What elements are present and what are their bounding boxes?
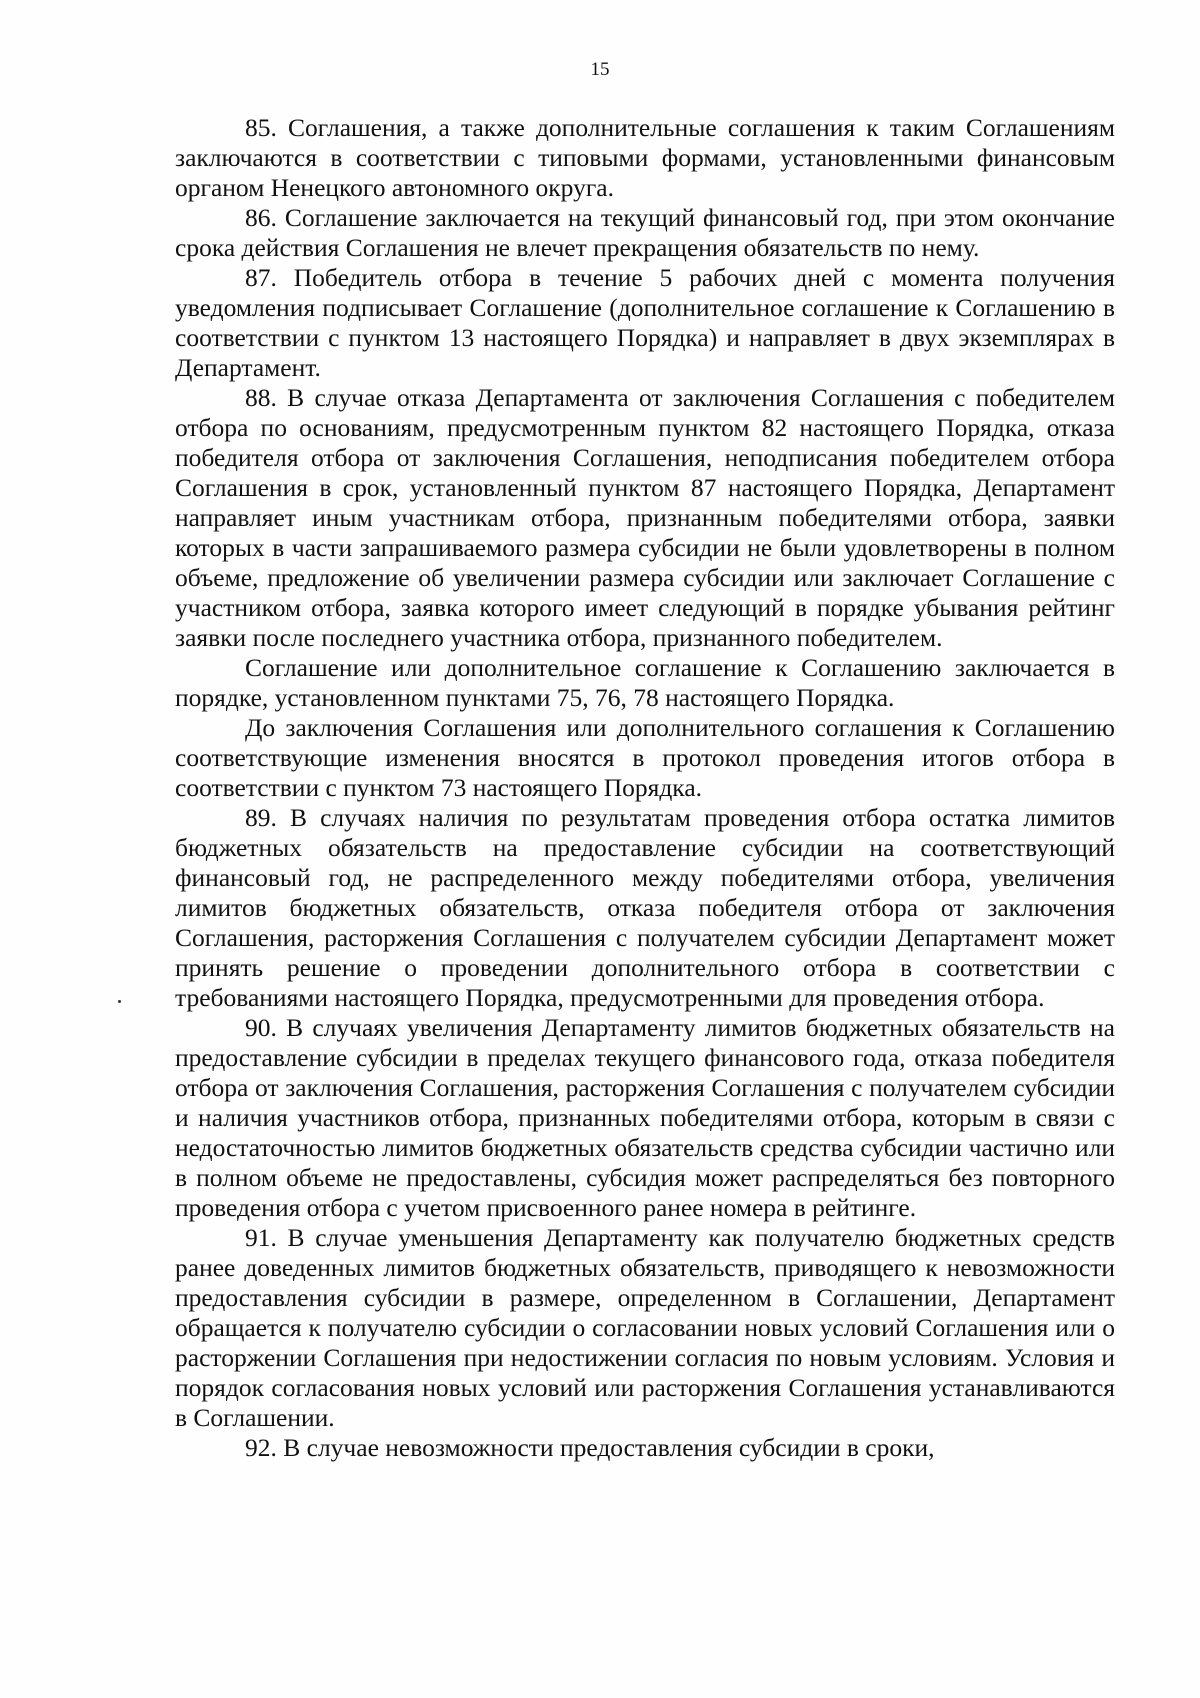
page-number: 15 bbox=[590, 59, 610, 80]
paragraph-88: 88. В случае отказа Департамента от заключения Соглашения с победителем отбора по основаниям, предусмотренным пунктом 82 настоящего Порядка, отказа победителя отбора от заключения Соглашения, неподписания победителем отбора Соглашения в срок, установленный пунктом 87 настоящего Порядка, Департамент направляет иным участникам отбора, признанным победителями отбора, заявки которых в части запрашиваемого размера субсидии не были удовлетворены в полном объеме, предложение об увеличении размера субсидии или заключает Соглашение с участником отбора, заявка которого имеет следующий в порядке убывания рейтинг заявки после последнего участника отбора, признанного победителем. bbox=[175, 383, 1115, 652]
paragraph-90: 90. В случаях увеличения Департаменту лимитов бюджетных обязательств на предоставление субсидии в пределах текущего финансового года, отказа победителя отбора от заключения Соглашения, расторжения Соглашения с получателем субсидии и наличия участников отбора, признанных победителями отбора, которым в связи с недостаточностью лимитов бюджетных обязательств средства субсидии частично или в полном объеме не предоставлены, субсидия может распределяться без повторного проведения отбора с учетом присвоенного ранее номера в рейтинге. bbox=[175, 1013, 1115, 1222]
document-body bbox=[175, 113, 1115, 1463]
paragraph-88-agreement: Соглашение или дополнительное соглашение к Соглашению заключается в порядке, установленном пунктами 75, 76, 78 настоящего Порядка. bbox=[175, 653, 1115, 712]
paragraph-85: 85. Соглашения, а также дополнительные соглашения к таким Соглашениям заключаются в соответствии с типовыми формами, установленными финансовым органом Ненецкого автономного округа. bbox=[175, 113, 1115, 202]
scan-speck bbox=[118, 1000, 121, 1003]
paragraph-86: 86. Соглашение заключается на текущий финансовый год, при этом окончание срока действия Соглашения не влечет прекращения обязательств по нему. bbox=[175, 203, 1115, 262]
paragraph-89: 89. В случаях наличия по результатам проведения отбора остатка лимитов бюджетных обязательств на предоставление субсидии на соответствующий финансовый год, не распределенного между победителями отбора, увеличения лимитов бюджетных обязательств, отказа победителя отбора от заключения Соглашения, расторжения Соглашения с получателем субсидии Департамент может принять решение о проведении дополнительного отбора в соответствии с требованиями настоящего Порядка, предусмотренными для проведения отбора. bbox=[175, 803, 1115, 1012]
paragraph-87: 87. Победитель отбора в течение 5 рабочих дней с момента получения уведомления подписывает Соглашение (дополнительное соглашение к Соглашению в соответствии с пунктом 13 настоящего Порядка) и направляет в двух экземплярах в Департамент. bbox=[175, 263, 1115, 382]
paragraph-88-protocol: До заключения Соглашения или дополнительного соглашения к Соглашению соответствующие изменения вносятся в протокол проведения итогов отбора в соответствии с пунктом 73 настоящего Порядка. bbox=[175, 713, 1115, 802]
paragraph-92: 92. В случае невозможности предоставления субсидии в сроки, bbox=[245, 1433, 935, 1462]
paragraph-91: 91. В случае уменьшения Департаменту как получателю бюджетных средств ранее доведенных лимитов бюджетных обязательств, приводящего к невозможности предоставления субсидии в размере, определенном в Соглашении, Департамент обращается к получателю субсидии о согласовании новых условий Соглашения или о расторжении Соглашения при недостижении согласия по новым условиям. Условия и порядок согласования новых условий или расторжения Соглашения устанавливаются в Соглашении. bbox=[175, 1223, 1115, 1432]
